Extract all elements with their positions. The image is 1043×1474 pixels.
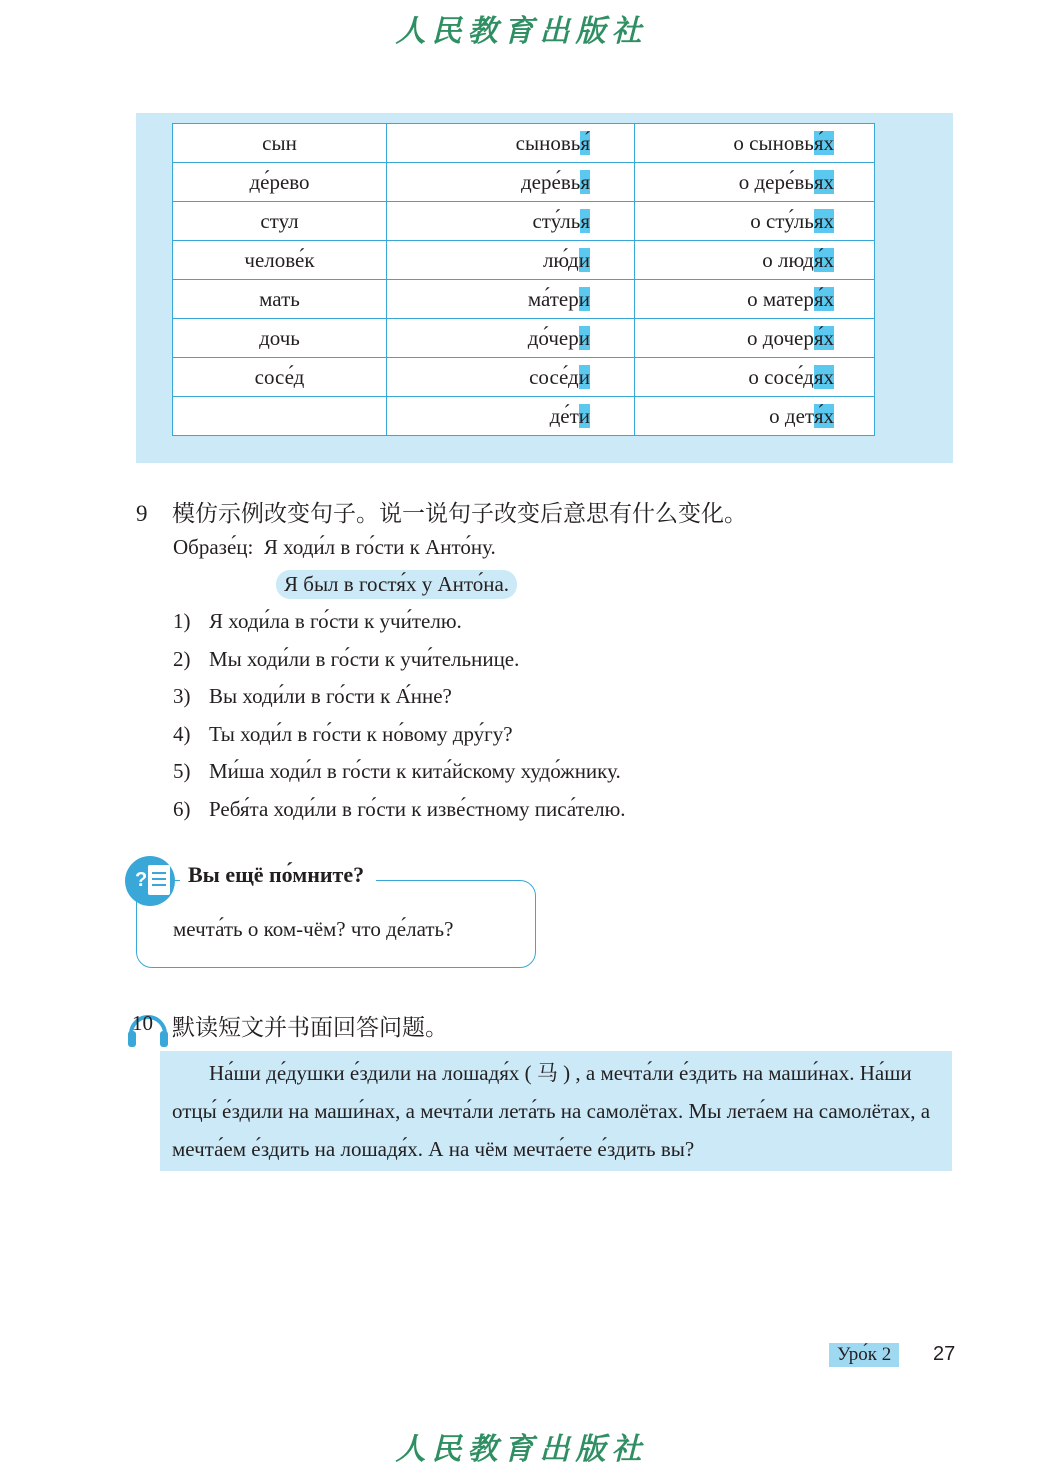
highlighted-ending: и [578,247,590,272]
list-item [173,607,626,645]
highlighted-ending: и [578,286,590,311]
word-stem: о сту́ль [750,208,814,233]
sample-answer: Я был в гостя́х у Анто́на. [276,570,517,599]
word-stem: о люд [762,247,814,272]
publisher-logo-top: 人民教育出版社 [395,14,648,49]
highlighted-ending: я [580,208,590,233]
exercise-10-title: 默读短文并书面回答问题。 [172,1015,448,1041]
singular-cell: де́рево [173,163,387,202]
notepad-question-icon [124,853,180,911]
table-row [173,163,875,202]
table-row [173,124,875,163]
word-stem: до́чер [527,325,579,350]
item-text: Мы ходи́ли в го́сти к учи́тельнице. [209,646,520,671]
sample-sentence: Я ходи́л в го́сти к Анто́ну. [263,535,496,559]
item-number: 2) [173,646,191,671]
list-item [173,757,626,795]
highlighted-ending: я́х [813,403,834,428]
highlighted-ending: и [578,403,590,428]
svg-text:?: ? [135,869,148,891]
singular-cell: дочь [173,319,387,358]
word-stem: о сыновь [733,130,814,155]
singular-cell: стул [173,202,387,241]
list-item [173,795,626,833]
table-row [173,358,875,397]
prepositional-cell [635,280,875,319]
prepositional-cell [635,124,875,163]
plural-cell [387,397,635,436]
table-row [173,280,875,319]
singular-cell: мать [173,280,387,319]
page-number: 27 [933,1343,956,1365]
plural-cell [387,280,635,319]
highlighted-ending: и [578,364,590,389]
singular-cell: челове́к [173,241,387,280]
word-stem: де́т [549,403,579,428]
item-text: Я ходи́ла в го́сти к учи́телю. [209,609,462,633]
prepositional-cell [635,163,875,202]
list-item [173,720,626,758]
item-text: Ми́ша ходи́л в го́сти к кита́йскому худо́жнику. [209,759,621,784]
plural-cell [387,163,635,202]
item-number: 6) [173,796,191,821]
prepositional-cell [635,397,875,436]
exercise-10-number: 10 [132,1011,153,1035]
word-stem: лю́д [542,247,579,272]
item-number: 3) [173,684,191,709]
plural-cell [387,124,635,163]
highlighted-ending: я [580,169,590,194]
highlighted-ending: я́х [813,247,834,272]
highlighted-ending: ях [813,364,834,389]
publisher-logo-bottom: 人民教育出版社 [395,1432,648,1467]
word-stem: о матер [747,286,814,311]
prepositional-cell [635,319,875,358]
highlighted-ending: я́х [813,286,834,311]
word-stem: о сосе́д [748,364,814,389]
highlighted-ending: ях [813,169,834,194]
exercise-9-items [173,607,626,833]
highlighted-ending: я́х [813,325,834,350]
exercise-9-heading [136,495,747,528]
sample-label: Образе́ц: [173,535,254,559]
word-stem: сту́ль [532,208,581,233]
item-number: 5) [173,759,191,784]
declension-table-panel [136,113,953,463]
declension-table [172,123,875,436]
word-stem: о дет [769,403,814,428]
word-stem: о дере́вь [738,169,814,194]
prepositional-cell [635,241,875,280]
list-item [173,645,626,683]
item-number: 4) [173,721,191,746]
reading-paragraph: На́ши де́душки е́здили на лошадя́х ( 马 ) , а мечта́ли е́здить на маши́нах. На́ши отцы́ е́здили на маши́нах, а мечта́ли лета́ть на самолётах. Мы лета́ем на самолётах, а мечта́ем е́здить на лошадя́х. А на чём мечта́ете е́здить вы? [172,1061,931,1161]
prepositional-cell [635,202,875,241]
table-row [173,319,875,358]
word-stem: о дочер [747,325,814,350]
singular-cell: сосе́д [173,358,387,397]
reading-text-panel [160,1051,952,1171]
exercise-9-title: 模仿示例改变句子。说一说句子改变后意思有什么变化。 [172,501,747,527]
item-text: Вы ходи́ли в го́сти к А́нне? [209,684,452,709]
highlighted-ending: ях [813,208,834,233]
plural-cell [387,319,635,358]
highlighted-ending: я́х [813,130,834,155]
plural-cell [387,358,635,397]
reminder-text: мечта́ть о ком-чём? что де́лать? [173,917,454,941]
item-number: 1) [173,609,191,633]
item-text: Ребя́та ходи́ли в го́сти к изве́стному писа́телю. [209,796,626,821]
lesson-label: Уро́к 2 [829,1343,899,1367]
singular-cell: сын [173,124,387,163]
table-row [173,397,875,436]
reminder-title: Вы ещё по́мните? [180,860,376,890]
prepositional-cell [635,358,875,397]
sample-line [173,535,496,560]
table-row [173,241,875,280]
word-stem: сыновь [515,130,581,155]
word-stem: сосе́д [529,364,579,389]
highlighted-ending: я́ [580,130,590,155]
table-row [173,202,875,241]
highlighted-ending: и [578,325,590,350]
plural-cell [387,241,635,280]
list-item [173,682,626,720]
item-text: Ты ходи́л в го́сти к но́вому дру́гу? [209,721,513,746]
exercise-9-number: 9 [136,501,148,526]
plural-cell [387,202,635,241]
singular-cell [173,397,387,436]
word-stem: дере́вь [521,169,581,194]
word-stem: ма́тер [527,286,579,311]
